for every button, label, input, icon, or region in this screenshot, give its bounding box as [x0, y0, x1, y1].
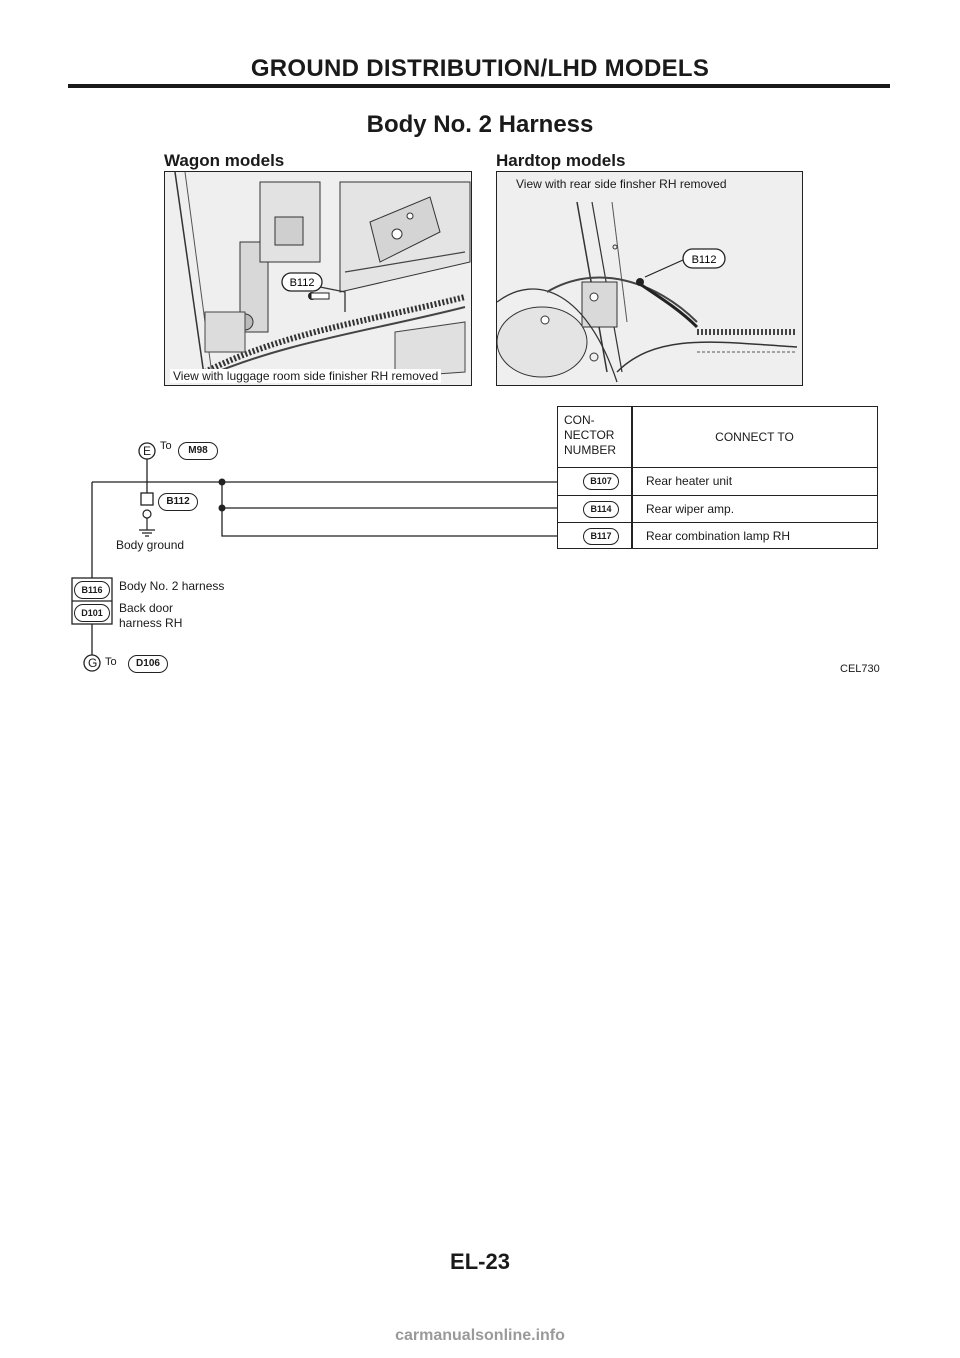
ref-e-letter: E [143, 444, 152, 458]
page-number: EL-23 [450, 1249, 510, 1274]
hardtop-callout-text: B112 [691, 254, 717, 266]
connector-b116: B116 [74, 581, 110, 599]
connector-m98: M98 [178, 442, 218, 460]
table-cell-connect-to: Rear heater unit [646, 474, 733, 488]
table-row [558, 522, 877, 548]
body-no2-harness-label: Body No. 2 harness [119, 579, 225, 593]
table-row [558, 467, 877, 495]
table-header-connect-to: CONNECT TO [715, 430, 794, 444]
ref-g-to: To [105, 656, 117, 668]
wagon-callout-text: B112 [289, 277, 315, 289]
body-ground-label: Body ground [116, 538, 185, 552]
connector-d106: D106 [128, 655, 168, 673]
section-title: GROUND DISTRIBUTION/LHD MODELS [250, 55, 710, 82]
ref-g-letter: G [88, 656, 98, 670]
page-title: Body No. 2 Harness [366, 111, 594, 138]
wagon-caption: View with luggage room side finisher RH removed [170, 369, 441, 383]
connector-table [557, 406, 878, 549]
connector-b117: B117 [583, 528, 619, 545]
footer-watermark[interactable]: carmanualsonline.info [395, 1327, 565, 1344]
table-header-connector-number: CON- NECTOR NUMBER [564, 413, 617, 457]
table-cell-connect-to: Rear combination lamp RH [646, 529, 791, 543]
connector-b107: B107 [583, 473, 619, 490]
table-row [558, 495, 877, 522]
ref-e-to: To [160, 440, 172, 452]
table-cell-connect-to: Rear wiper amp. [646, 502, 735, 516]
connector-b114: B114 [583, 501, 619, 518]
hardtop-caption: View with rear side finsher RH removed [516, 177, 727, 191]
wagon-models-label: Wagon models [164, 151, 285, 170]
connector-d101: D101 [74, 604, 110, 622]
figure-code: CEL730 [840, 663, 880, 675]
hardtop-models-label: Hardtop models [496, 151, 626, 170]
connector-b112: B112 [158, 493, 198, 511]
back-door-harness-label: Back door harness RH [119, 601, 183, 630]
